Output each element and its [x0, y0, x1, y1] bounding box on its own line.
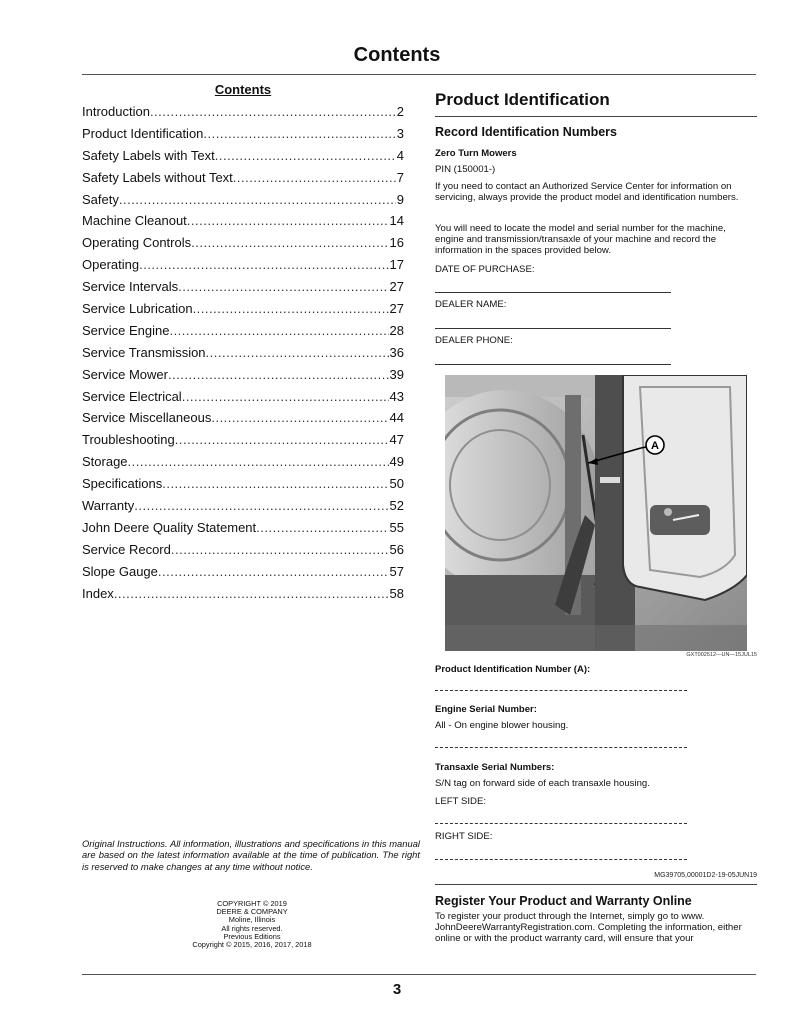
- toc-entry-label: Service Miscellaneous: [82, 410, 212, 426]
- toc-entry-label: Operating: [82, 257, 140, 273]
- toc-entry-page: 3: [396, 125, 404, 141]
- section-rule: [435, 884, 757, 885]
- toc-entry-page: 7: [396, 169, 404, 185]
- toc-entry-label: Safety: [82, 191, 119, 207]
- toc-entry-page: 16: [389, 235, 404, 251]
- toc-entry[interactable]: [82, 323, 404, 345]
- date-of-purchase-label: DATE OF PURCHASE:: [435, 264, 535, 275]
- toc-entry-page: 43: [389, 388, 404, 404]
- toc-entry-label: Slope Gauge: [82, 563, 158, 579]
- toc-entry-page: 47: [389, 432, 404, 448]
- section-rule: [435, 116, 757, 117]
- toc-leader-dots: [158, 564, 389, 579]
- toc-entry-label: Storage: [82, 454, 128, 470]
- locate-paragraph: You will need to locate the model and serial number for the machine, engine and transmission/transaxle of your machine and record the information in the spaces provided below.: [435, 223, 726, 256]
- record-id-heading: Record Identification Numbers: [435, 125, 617, 139]
- toc-leader-dots: [203, 126, 395, 141]
- toc-entry-label: Specifications: [82, 476, 163, 492]
- toc-entry-label: John Deere Quality Statement: [82, 519, 257, 535]
- toc-leader-dots: [168, 367, 389, 382]
- toc-leader-dots: [206, 345, 389, 360]
- dealer-name-line: [435, 328, 671, 329]
- toc-entry-page: 49: [389, 454, 404, 470]
- pin-entry-line: [435, 690, 687, 691]
- toc-list: [82, 104, 404, 607]
- dealer-phone-label: DEALER PHONE:: [435, 335, 513, 346]
- company-line: DEERE & COMPANY: [216, 907, 288, 917]
- transaxle-serial-location: S/N tag on forward side of each transaxle housing.: [435, 778, 650, 789]
- toc-entry-page: 27: [389, 279, 404, 295]
- toc-entry-label: Product Identification: [82, 125, 204, 141]
- page-title: Contents: [353, 44, 441, 66]
- toc-leader-dots: [193, 301, 389, 316]
- toc-entry-label: Safety Labels without Text: [82, 169, 233, 185]
- contact-paragraph: If you need to contact an Authorized Service Center for information on servicing, always provide the product model and identification numbers.: [435, 181, 739, 203]
- dealer-name-label: DEALER NAME:: [435, 299, 507, 310]
- location-line: Moline, Illinois: [228, 915, 276, 925]
- toc-entry-label: Introduction: [82, 104, 150, 119]
- page-number: 3: [392, 981, 402, 998]
- toc-leader-dots: [256, 520, 388, 535]
- toc-entry-page: 27: [389, 301, 404, 317]
- toc-entry[interactable]: [82, 301, 404, 323]
- toc-entry-page: 17: [389, 257, 404, 273]
- toc-entry[interactable]: [82, 192, 404, 214]
- register-heading: Register Your Product and Warranty Online: [435, 894, 692, 908]
- transaxle-serial-heading: Transaxle Serial Numbers:: [435, 762, 555, 773]
- product-identification-title: Product Identification: [435, 90, 610, 109]
- right-side-entry-line: [435, 859, 687, 860]
- toc-entry-page: 55: [389, 519, 404, 535]
- toc-heading: Contents: [214, 82, 272, 97]
- pin-range: PIN (150001-): [435, 164, 496, 175]
- toc-leader-dots: [150, 104, 396, 119]
- toc-entry-label: Operating Controls: [82, 235, 192, 251]
- toc-entry-label: Index: [82, 585, 114, 601]
- toc-leader-dots: [169, 323, 388, 338]
- toc-entry[interactable]: [82, 454, 404, 476]
- toc-entry[interactable]: [82, 279, 404, 301]
- date-of-purchase-line: [435, 292, 671, 293]
- reference-code: MG39705,00001D2-19-05JUN19: [654, 872, 757, 879]
- image-code: GXT002512—UN—15JUL15: [686, 652, 757, 658]
- toc-entry-label: Service Transmission: [82, 344, 206, 360]
- left-side-label: LEFT SIDE:: [435, 796, 487, 807]
- toc-entry[interactable]: [82, 542, 404, 564]
- toc-entry-label: Safety Labels with Text: [82, 147, 215, 163]
- engine-entry-line: [435, 747, 687, 748]
- copyright-line: COPYRIGHT © 2019: [217, 899, 287, 908]
- toc-leader-dots: [233, 170, 396, 185]
- toc-leader-dots: [162, 476, 388, 491]
- machine-photo: [445, 375, 747, 651]
- toc-entry-page: 36: [389, 344, 404, 360]
- toc-entry[interactable]: [82, 104, 404, 126]
- toc-leader-dots: [171, 542, 389, 557]
- toc-entry-page: 9: [396, 191, 404, 207]
- rights-line: All rights reserved.: [221, 923, 283, 933]
- toc-leader-dots: [215, 148, 396, 163]
- toc-leader-dots: [139, 257, 388, 272]
- toc-entry-page: 28: [389, 322, 404, 338]
- toc-entry[interactable]: [82, 498, 404, 520]
- toc-entry[interactable]: [82, 564, 404, 586]
- toc-entry[interactable]: [82, 235, 404, 257]
- model-heading: Zero Turn Mowers: [435, 148, 517, 159]
- toc-leader-dots: [175, 432, 389, 447]
- engine-serial-heading: Engine Serial Number:: [435, 704, 537, 715]
- engine-serial-location: All - On engine blower housing.: [435, 720, 569, 731]
- previous-copyright-line: Copyright © 2015, 2016, 2017, 2018: [192, 940, 312, 950]
- toc-leader-dots: [178, 279, 388, 294]
- pin-label: Product Identification Number (A):: [435, 664, 591, 675]
- toc-entry-page: 4: [396, 147, 404, 163]
- toc-entry[interactable]: [82, 126, 404, 148]
- toc-entry[interactable]: [82, 520, 404, 542]
- toc-entry-page: 50: [389, 476, 404, 492]
- toc-entry-label: Warranty: [82, 498, 135, 514]
- toc-entry-page: 39: [389, 366, 404, 382]
- header-rule: [82, 74, 756, 75]
- toc-entry-label: Service Record: [82, 541, 171, 557]
- toc-leader-dots: [119, 192, 396, 207]
- left-side-entry-line: [435, 823, 687, 824]
- toc-entry[interactable]: [82, 410, 404, 432]
- toc-entry-page: 57: [389, 563, 404, 579]
- toc-entry-page: 56: [389, 541, 404, 557]
- toc-entry-page: 2: [396, 104, 404, 119]
- toc-leader-dots: [191, 235, 388, 250]
- previous-editions-line: Previous Editions: [223, 931, 281, 941]
- toc-entry[interactable]: [82, 213, 404, 235]
- toc-leader-dots: [187, 213, 389, 228]
- toc-entry-page: 44: [389, 410, 404, 426]
- toc-entry-label: Machine Cleanout: [82, 213, 187, 229]
- toc-leader-dots: [134, 498, 388, 513]
- toc-entry-page: 52: [389, 498, 404, 514]
- callout-a: A: [651, 440, 659, 452]
- toc-entry[interactable]: [82, 170, 404, 192]
- original-instructions-note: Original Instructions. All information, illustrations and specifications in this manual are based on the latest information available at the time of publication. The right is reserved to make changes at any time without notice.: [82, 838, 420, 872]
- toc-entry-label: Service Lubrication: [82, 301, 193, 317]
- toc-entry[interactable]: [82, 389, 404, 411]
- right-side-label: RIGHT SIDE:: [435, 831, 493, 842]
- toc-entry[interactable]: [82, 345, 404, 367]
- toc-entry[interactable]: [82, 367, 404, 389]
- toc-leader-dots: [182, 389, 389, 404]
- toc-entry-label: Service Intervals: [82, 279, 179, 295]
- toc-entry-page: 58: [389, 585, 404, 601]
- footer-rule: [82, 974, 756, 975]
- toc-entry-label: Service Mower: [82, 366, 168, 382]
- toc-entry[interactable]: [82, 476, 404, 498]
- toc-leader-dots: [114, 586, 389, 601]
- toc-entry[interactable]: [82, 148, 404, 170]
- toc-entry[interactable]: [82, 432, 404, 454]
- toc-leader-dots: [211, 410, 388, 425]
- toc-entry-label: Service Engine: [82, 322, 170, 338]
- register-paragraph: To register your product through the Internet, simply go to www. JohnDeereWarrantyRegistration.com. Completing the information, either online or with the product warranty card, will ensure that your: [435, 911, 742, 944]
- copyright-block: [162, 900, 342, 949]
- toc-entry-label: Troubleshooting: [82, 432, 175, 448]
- toc-leader-dots: [128, 454, 389, 469]
- toc-entry[interactable]: [82, 586, 404, 608]
- toc-entry[interactable]: [82, 257, 404, 279]
- dealer-phone-line: [435, 364, 671, 365]
- toc-entry-page: 14: [389, 213, 404, 229]
- toc-entry-label: Service Electrical: [82, 388, 182, 404]
